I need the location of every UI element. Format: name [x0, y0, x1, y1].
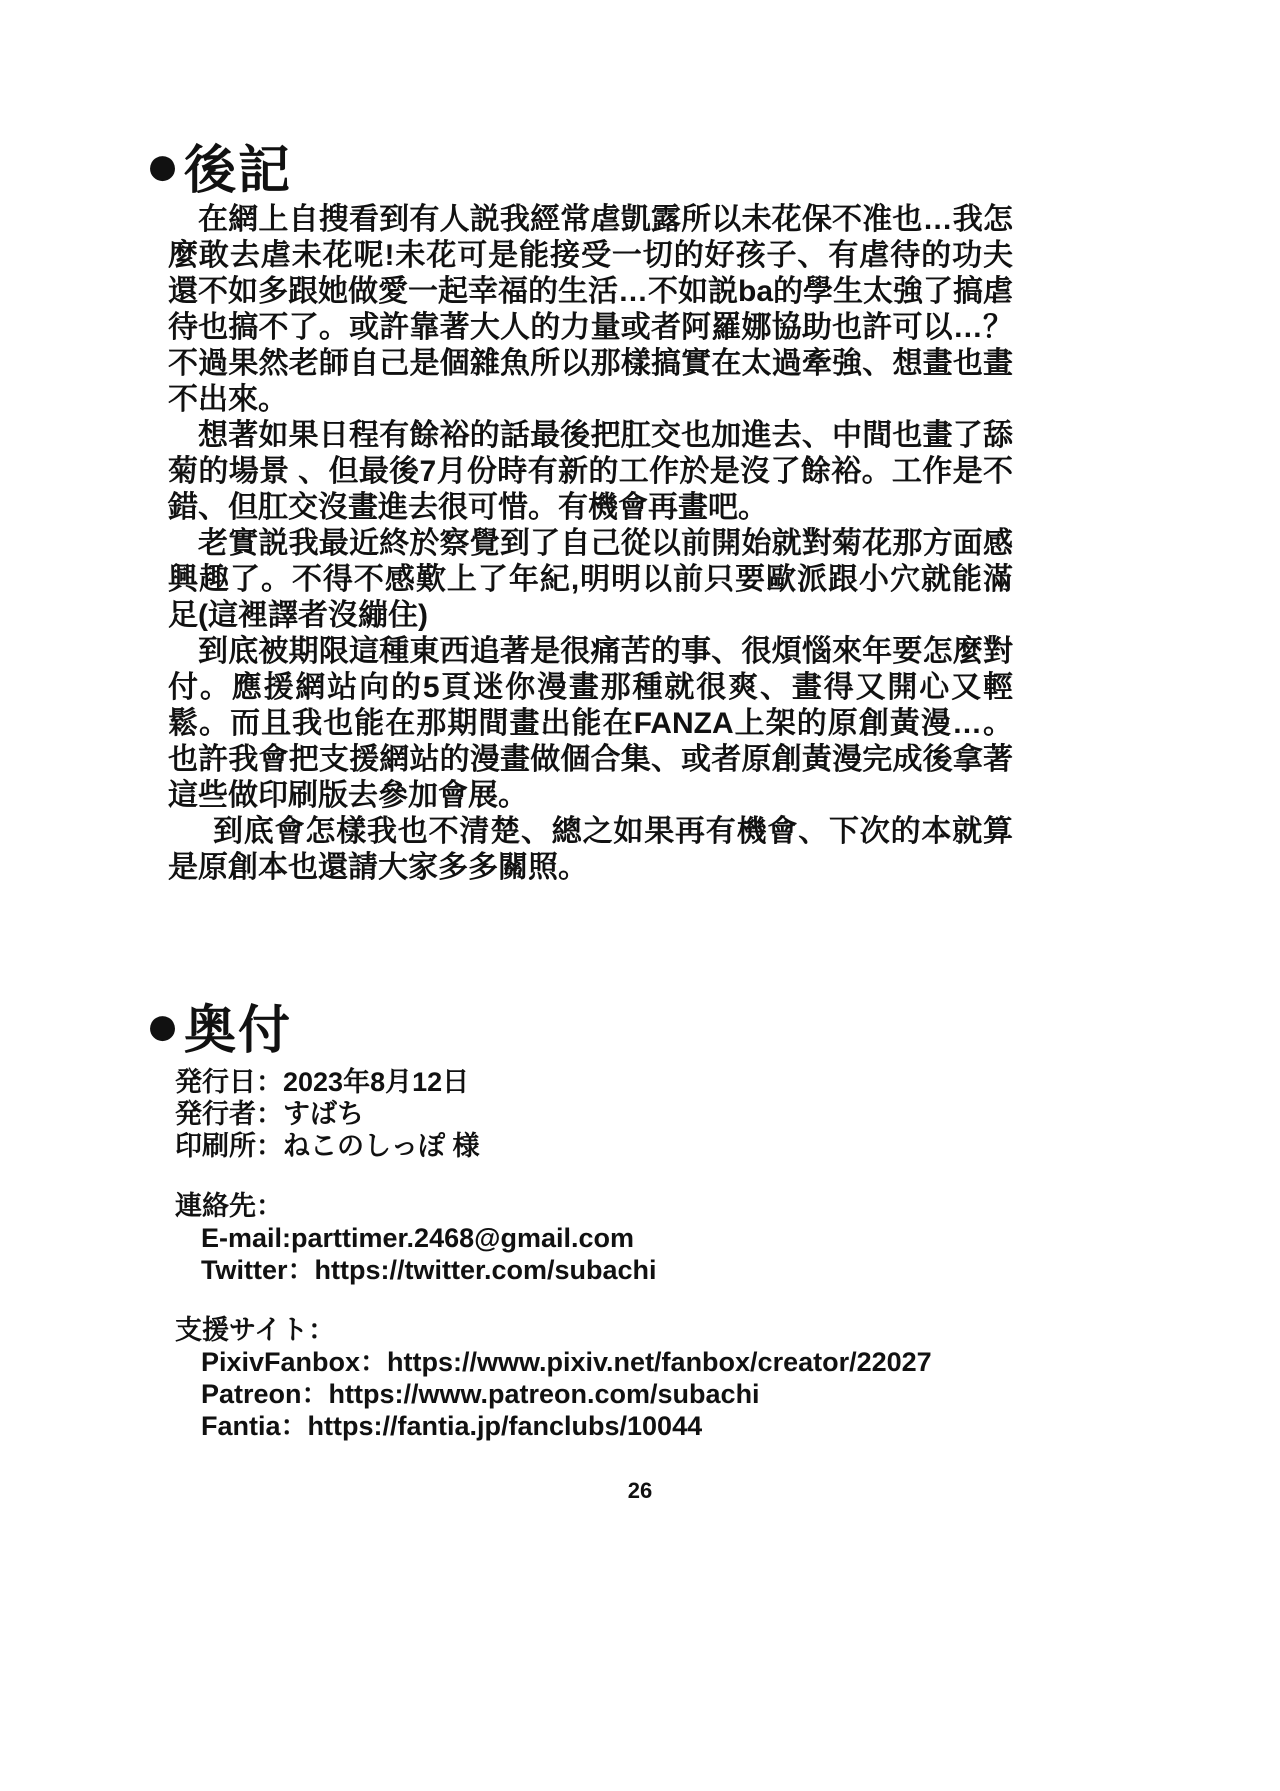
afterword-paragraph: 到底會怎樣我也不清楚、總之如果再有機會、下次的本就算是原創本也還請大家多多關照。	[168, 815, 1013, 884]
afterword-body	[168, 202, 1013, 886]
afterword-paragraph: 想著如果日程有餘裕的話最後把肛交也加進去、中間也畫了舔菊的場景 、但最後7月份時有新的工作於是沒了餘裕。工作是不錯、但肛交沒畫進去很可惜。有機會再畫吧。	[168, 419, 1013, 524]
colophon-heading-text: 奥付	[184, 1002, 293, 1060]
afterword-paragraph: 在網上自搜看到有人説我經常虐凱露所以未花保不准也…我怎麼敢去虐未花呢!未花可是能接受一切的好孩子、有虐待的功夫還不如多跟她做愛一起幸福的生活…不如説ba的學生太強了搞虐待也搞不了。或許靠著大人的力量或者阿羅娜協助也許可以…？不過果然老師自己是個雜魚所以那樣搞實在太過牽強、想畫也畫不出來。	[168, 203, 1014, 416]
support-pixivfanbox-url: PixivFanbox：https://www.pixiv.net/fanbox/creator/22027	[201, 1347, 932, 1377]
colophon-body	[175, 1066, 1035, 1442]
publish-date-label: 発行日：	[175, 1067, 283, 1097]
bullet-icon: ●	[145, 132, 183, 198]
support-fantia-url: Fantia：https://fantia.jp/fanclubs/10044	[201, 1411, 703, 1441]
colophon-heading	[145, 988, 292, 1063]
contact-twitter-url: Twitter：https://twitter.com/subachi	[201, 1255, 657, 1285]
bullet-icon: ●	[145, 992, 183, 1058]
publish-date-row	[175, 1066, 1035, 1098]
printer-value: ねこのしっぽ 様	[283, 1131, 480, 1161]
support-heading: 支援サイト：	[175, 1315, 336, 1345]
support-patreon-url: Patreon：https://www.patreon.com/subachi	[201, 1379, 760, 1409]
afterword-paragraph: 到底被期限這種東西追著是很痛苦的事、很煩惱來年要怎麼對付。應援網站向的5頁迷你漫畫那種就很爽、畫得又開心又輕鬆。而且我也能在那期間畫出能在FANZA上架的原創黃漫…。也許我會把支援網站的漫畫做個合集、或者原創黃漫完成後拿著這些做印刷版去參加會展。	[168, 635, 1013, 812]
support-group	[175, 1314, 1035, 1442]
publisher-row	[175, 1098, 1035, 1130]
contact-heading: 連絡先：	[175, 1191, 283, 1221]
publish-date-value: 2023年8月12日	[283, 1067, 470, 1097]
publisher-value: すばち	[283, 1099, 364, 1129]
contact-group	[175, 1190, 1035, 1286]
printer-label: 印刷所：	[175, 1131, 283, 1161]
afterword-heading	[145, 128, 292, 203]
publisher-label: 発行者：	[175, 1099, 283, 1129]
printer-row	[175, 1130, 1035, 1162]
afterword-paragraph: 老實説我最近終於察覺到了自己從以前開始就對菊花那方面感興趣了。不得不感歎上了年紀,明明以前只要歐派跟小穴就能滿足(這裡譯者沒繃住)	[168, 527, 1013, 632]
afterword-heading-text: 後記	[184, 142, 293, 200]
page-number: 26	[627, 1478, 653, 1503]
contact-email: E-mail:parttimer.2468@gmail.com	[201, 1223, 634, 1253]
